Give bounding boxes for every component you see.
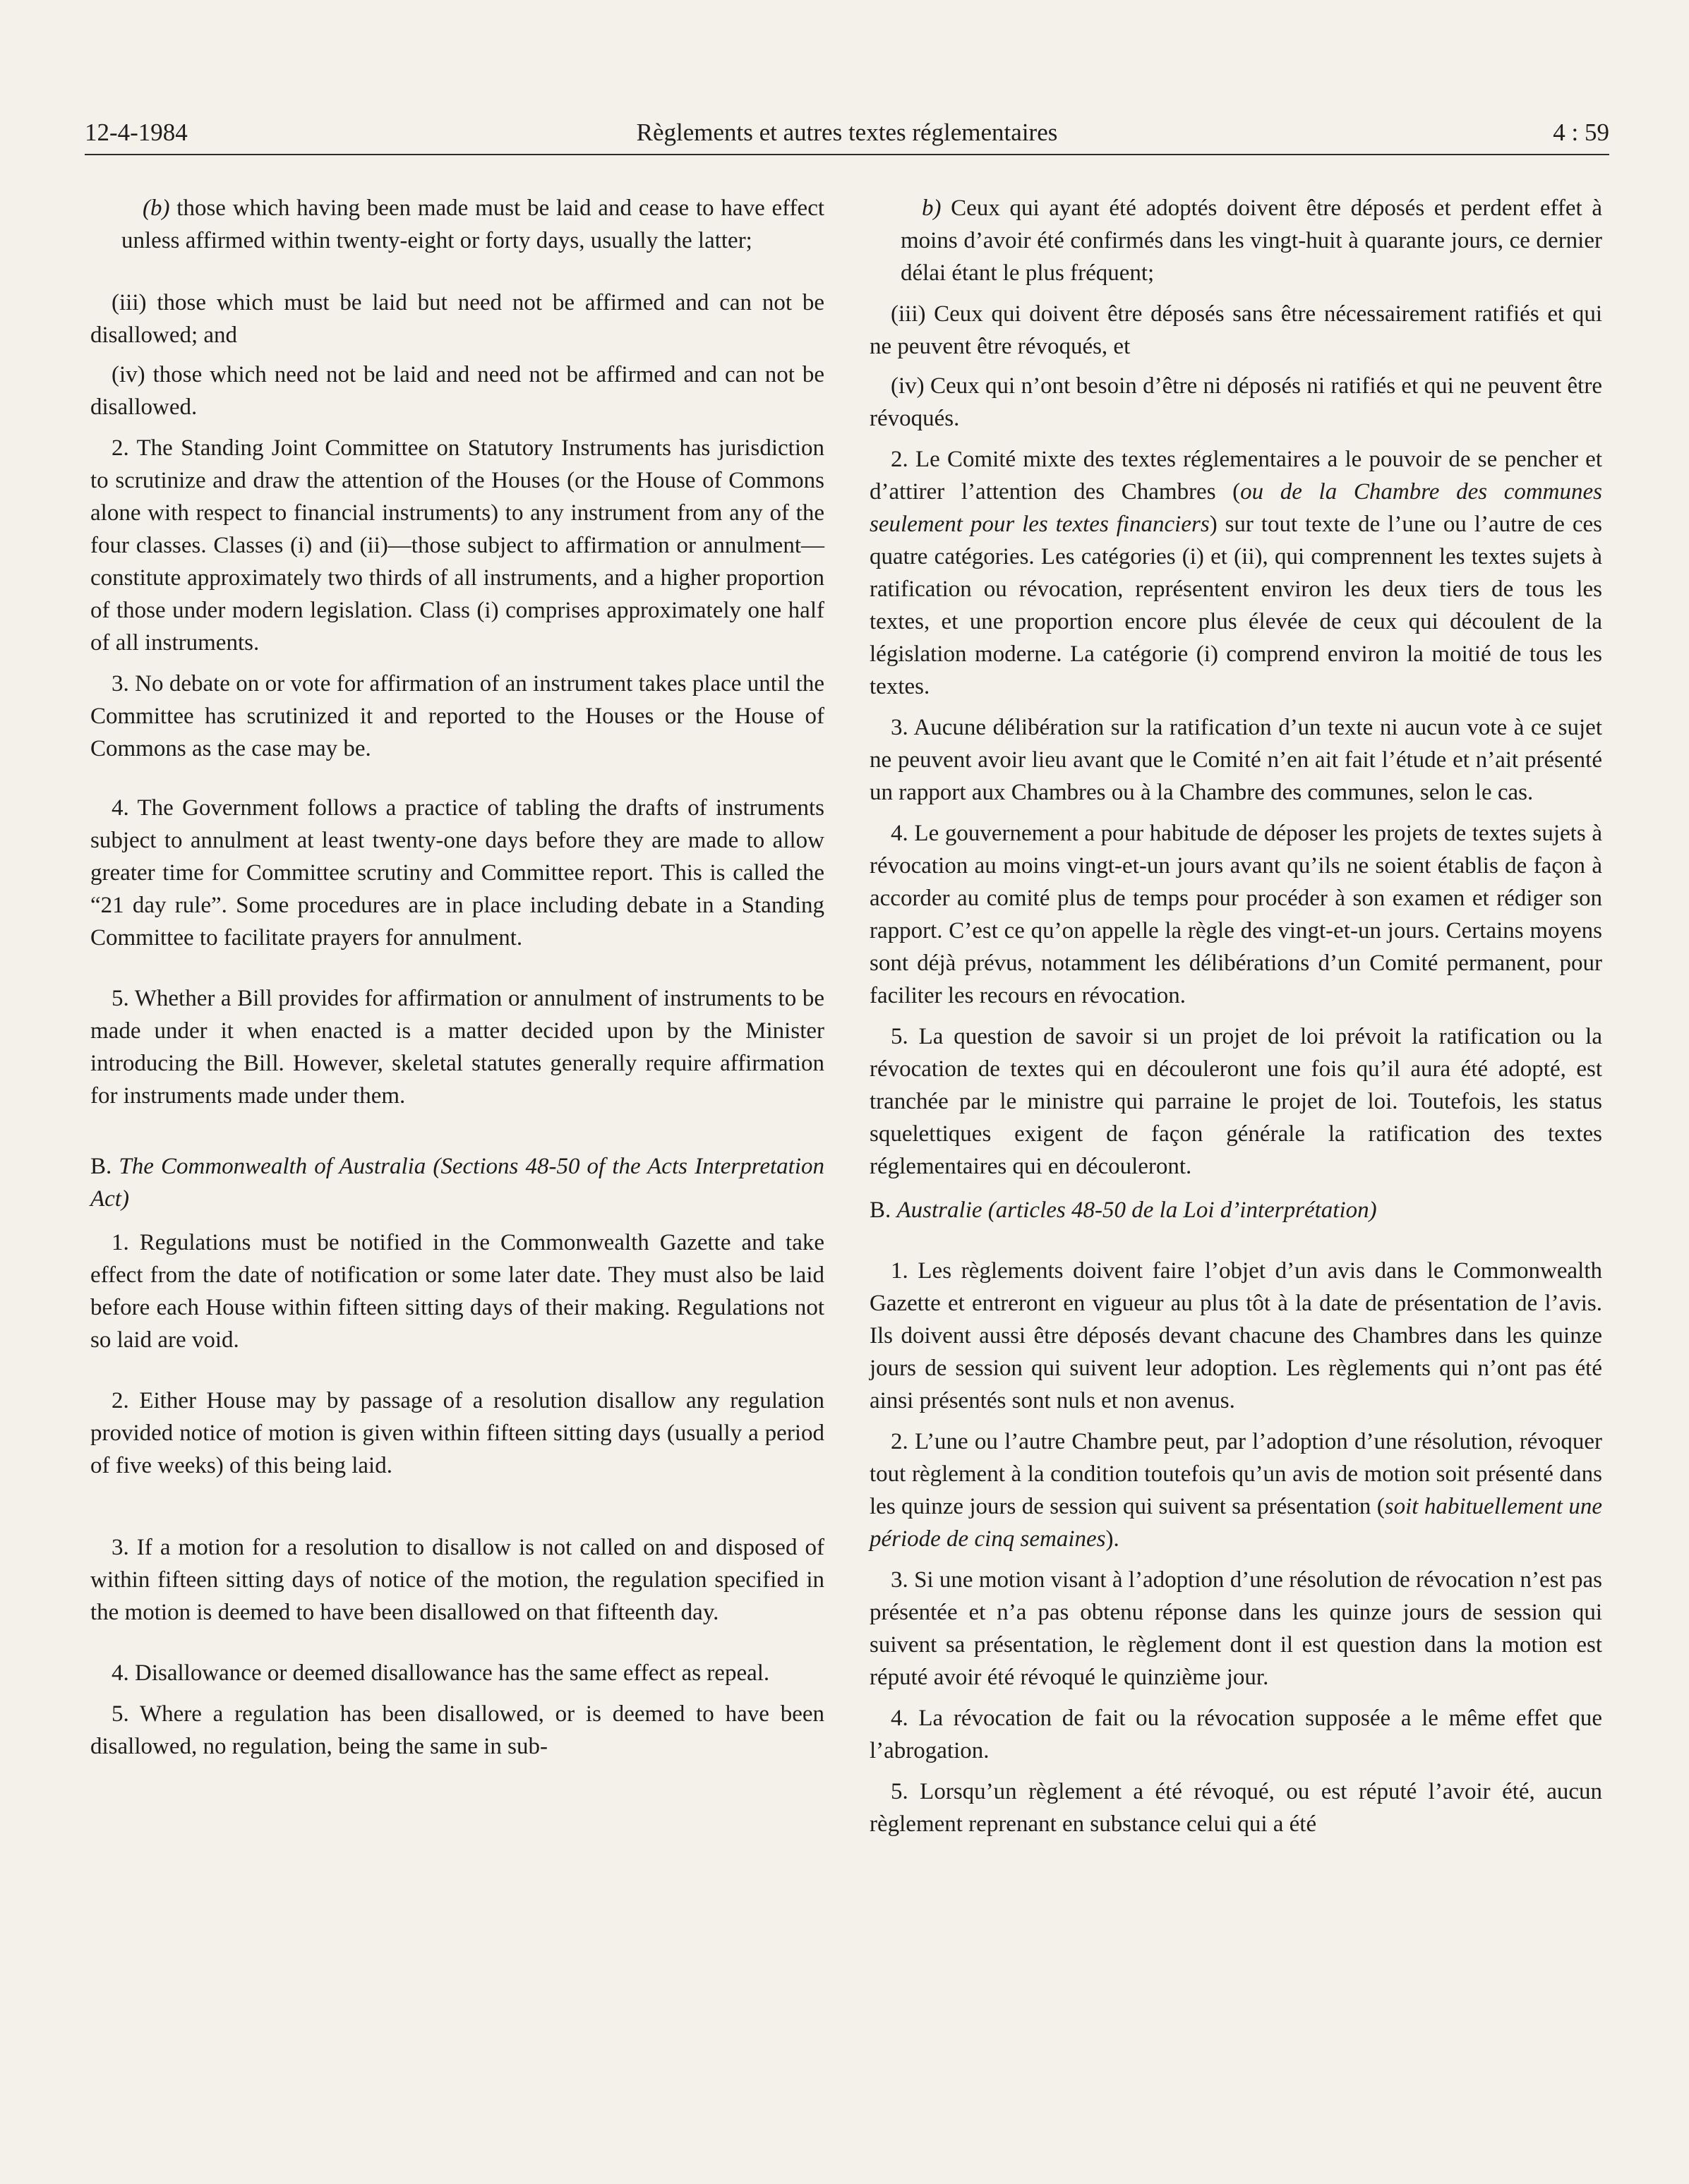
english-paragraph-3: 3. No debate on or vote for affirmation of an instrument takes place until the Committee has scrutinized it and reported to the Houses or the House of Commons as the case may be. — [90, 671, 824, 761]
french-paragraph-2-italic: ou de la Chambre des communes seulement pour les textes financiers — [870, 479, 1602, 537]
english-section-b-label: B. — [90, 1154, 112, 1179]
english-paragraph-4: 4. The Government follows a practice of tabling the drafts of instruments subject to annulment at least twenty-one days before they are made to allow greater time for Committee scrutiny and Committee report. This is called the “21 day rule”. Some procedures are in place including debate in a Standing Committee to facilitate prayers for annulment. — [90, 795, 824, 951]
french-australia-4: 4. La révocation de fait ou la révocation supposée a le même effet que l’abrogation. — [870, 1706, 1602, 1763]
french-paragraph-2-start: 2. Le Comité mixte des textes réglementaires a le pouvoir de se pencher et d’attirer l’attention des Chambres ( — [870, 447, 1602, 505]
english-clause-b-text: those which having been made must be laid and cease to have effect unless affirmed within twenty-eight or forty days, usually the latter; — [121, 195, 825, 253]
french-clause-iv: (iv) Ceux qui n’ont besoin d’être ni déposés ni ratifiés et qui ne peuvent être révoqués. — [870, 373, 1602, 431]
french-section-b-title: Australie (articles 48-50 de la Loi d’interprétation) — [896, 1197, 1377, 1223]
english-paragraph-2: 2. The Standing Joint Committee on Statutory Instruments has jurisdiction to scrutinize and draw the attention of the Houses (or the House of Commons alone with respect to financial instruments) to any instrument from any of the four classes. Classes (i) and (ii)—those subject to affirmation or annulment—constitute approximately two thirds of all instruments, and a higher proportion of those under modern legislation. Class (i) comprises approximately one half of all instruments. — [90, 435, 824, 656]
french-clause-b-text: Ceux qui ayant été adoptés doivent être déposés et perdent effet à moins d’avoir été confirmés dans les vingt-huit à quarante jours, ce dernier délai étant le plus fréquent; — [901, 195, 1603, 286]
french-paragraph-4: 4. Le gouvernement a pour habitude de déposer les projets de textes sujets à révocation au moins vingt-et-un jours avant qu’ils ne soient établis de façon à accorder au comité plus de temps pour procéder à son examen et rédiger son rapport. C’est ce qu’on appelle la règle des vingt-et-un jours. Certains moyens sont déjà prévus, notamment les délibérations d’un Comité permanent, pour faciliter les recours en révocation. — [870, 821, 1602, 1008]
french-column — [870, 192, 1602, 1840]
french-paragraph-2 — [870, 443, 1602, 703]
french-paragraph-5: 5. La question de savoir si un projet de loi prévoit la ratification ou la révocation de textes qui en découleront une fois qu’il aura été adopté, est tranchée par le ministre qui parraine le projet de loi. Toutefois, les status squelettiques exigent de façon générale la ratification des textes réglementaires qui en découleront. — [870, 1024, 1602, 1179]
french-section-b-heading — [870, 1194, 1602, 1226]
english-australia-2: 2. Either House may by passage of a resolution disallow any regulation provided notice of motion is given within fifteen sitting days (usually a period of five weeks) of this being laid. — [90, 1388, 824, 1478]
english-australia-3: 3. If a motion for a resolution to disallow is not called on and disposed of within fifteen sitting days of notice of the motion, the regulation specified in the motion is deemed to have been disallowed on that fifteenth day. — [90, 1535, 824, 1625]
english-paragraph-5: 5. Whether a Bill provides for affirmation or annulment of instruments to be made under it when enacted is a matter decided upon by the Minister introducing the Bill. However, skeletal statutes generally require affirmation for instruments made under them. — [90, 986, 824, 1109]
french-clause-b — [870, 192, 1602, 289]
english-clause-b-label: (b) — [143, 195, 170, 221]
english-clause-iv: (iv) those which need not be laid and need not be affirmed and can not be disallowed. — [90, 362, 824, 420]
english-australia-4: 4. Disallowance or deemed disallowance has the same effect as repeal. — [112, 1660, 770, 1686]
header-title: Règlements et autres textes réglementaires — [636, 119, 1058, 146]
english-australia-5: 5. Where a regulation has been disallowed, or is deemed to have been disallowed, no regulation, being the same in sub- — [90, 1701, 824, 1759]
french-australia-2-italic: soit habituellement une période de cinq semaines — [870, 1494, 1602, 1552]
french-australia-1: 1. Les règlements doivent faire l’objet d’un avis dans le Commonwealth Gazette et entreront en vigueur au plus tôt à la date de présentation de l’avis. Ils doivent aussi être déposés devant chacune des Chambres dans les quinze jours de session qui suivent leur adoption. Les règlements qui n’ont pas été ainsi présentés sont nuls et non avenus. — [870, 1258, 1602, 1413]
french-section-b-label: B. — [870, 1197, 891, 1223]
french-clause-b-label: b) — [922, 195, 942, 221]
french-clause-iii: (iii) Ceux qui doivent être déposés sans être nécessairement ratifiés et qui ne peuvent être révoqués, et — [870, 301, 1602, 359]
english-clause-iii: (iii) those which must be laid but need not be affirmed and can not be disallowed; and — [90, 290, 824, 348]
french-australia-3: 3. Si une motion visant à l’adoption d’une résolution de révocation n’est pas présentée et n’a pas obtenu réponse dans les quinze jours de session qui suivent sa présentation, le règlement dont il est question dans la motion est réputé avoir été révoqué le quinzième jour. — [870, 1567, 1602, 1690]
header-page-number: 4 : 59 — [1553, 119, 1609, 146]
english-australia-1: 1. Regulations must be notified in the Commonwealth Gazette and take effect from the date of notification or some later date. They must also be laid before each House within fifteen sitting days of their making. Regulations not so laid are void. — [90, 1230, 824, 1353]
french-australia-2-start: 2. L’une ou l’autre Chambre peut, par l’adoption d’une résolution, révoquer tout règlement à la condition toutefois qu’un avis de motion soit présenté dans les quinze jours de session qui suivent sa présentation ( — [870, 1429, 1602, 1519]
french-australia-5: 5. Lorsqu’un règlement a été révoqué, ou est réputé l’avoir été, aucun règlement reprenant en substance celui qui a été — [870, 1779, 1602, 1837]
french-australia-2 — [870, 1425, 1602, 1555]
english-section-b-heading — [90, 1150, 824, 1215]
english-column — [90, 192, 824, 1763]
english-section-b-title: The Commonwealth of Australia (Sections 48-50 of the Acts Interpretation Act) — [90, 1154, 824, 1212]
header-date: 12-4-1984 — [85, 119, 188, 146]
english-clause-b — [90, 192, 824, 257]
french-paragraph-3: 3. Aucune délibération sur la ratification d’un texte ni aucun vote à ce sujet ne peuvent avoir lieu avant que le Comité n’en ait fait l’étude et n’ait présenté un rapport aux Chambres ou à la Chambre des communes, selon le cas. — [870, 715, 1602, 805]
page-header — [85, 111, 1609, 155]
french-australia-2-end: ). — [1105, 1526, 1119, 1552]
french-paragraph-2-end: ) sur tout texte de l’une ou l’autre de ces quatre catégories. Les catégories (i) et (ii), qui comprennent les textes sujets à ratification ou révocation, représentent environ les deux tiers de tous les textes, et une proportion encore plus élevée de ceux qui découlent de la législation moderne. La catégorie (i) comprend environ la moitié de tous les textes. — [870, 512, 1602, 699]
